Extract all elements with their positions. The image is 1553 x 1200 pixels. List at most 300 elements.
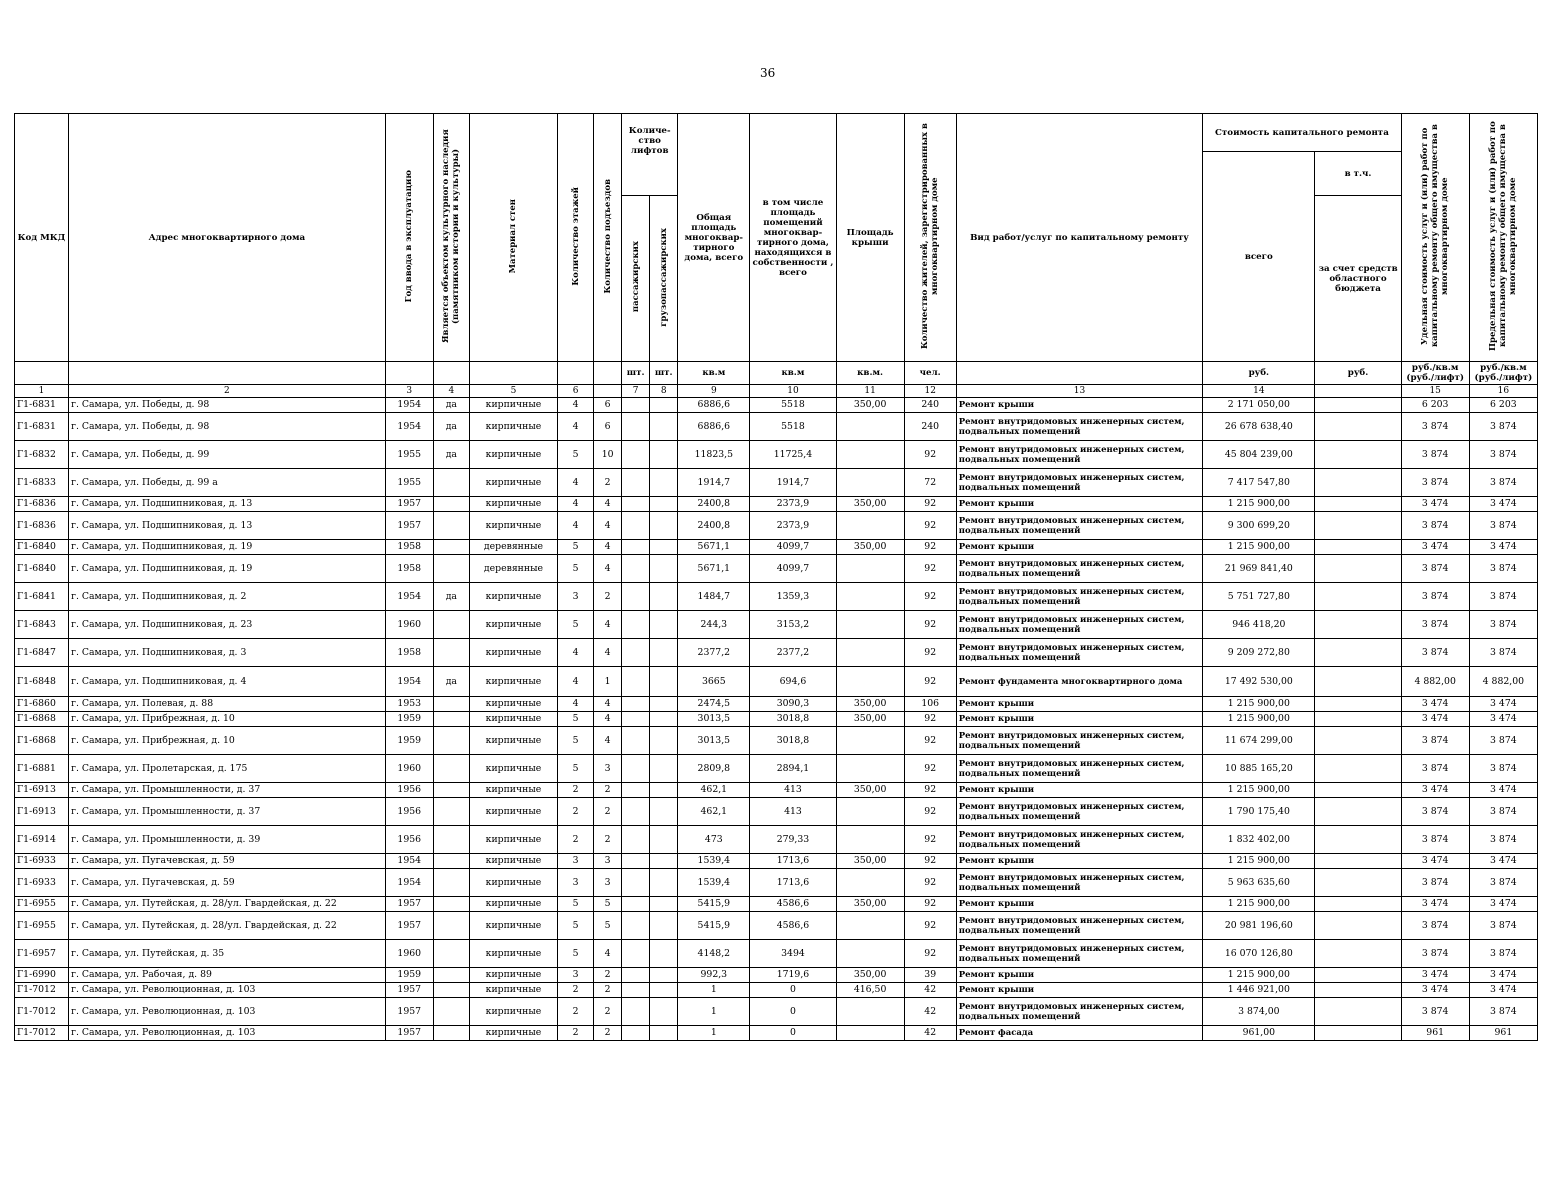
entrances-cell: 2 (594, 798, 622, 826)
floors-cell: 5 (558, 441, 594, 469)
header-total-area: Общая площадь многоквар- тирного дома, всего (678, 114, 750, 362)
total-area-cell: 5415,9 (678, 897, 750, 912)
total-area-cell: 473 (678, 826, 750, 854)
table-row (15, 983, 1538, 998)
year-cell: 1954 (385, 413, 433, 441)
code-cell: Г1-6860 (15, 697, 69, 712)
entrances-cell: 4 (594, 497, 622, 512)
heritage-cell (433, 712, 469, 727)
unit-cost-cell: 3 874 (1401, 441, 1469, 469)
heritage-cell (433, 727, 469, 755)
residents-cell: 92 (904, 497, 956, 512)
max-cost-cell: 3 874 (1469, 611, 1537, 639)
regional-cost-cell (1315, 497, 1401, 512)
cost-cell: 7 417 547,80 (1203, 469, 1315, 497)
address-cell: г. Самара, ул. Путейская, д. 28/ул. Гвардейская, д. 22 (69, 897, 386, 912)
table-row (15, 798, 1538, 826)
residents-cell: 92 (904, 854, 956, 869)
lifts-passenger-cell (622, 783, 650, 798)
lifts-passenger-cell (622, 854, 650, 869)
floors-cell: 5 (558, 611, 594, 639)
lifts-passenger-cell (622, 712, 650, 727)
heritage-cell (433, 940, 469, 968)
max-cost-cell: 3 874 (1469, 998, 1537, 1026)
total-area-cell: 992,3 (678, 968, 750, 983)
owned-area-cell: 1359,3 (750, 583, 836, 611)
cost-cell: 1 790 175,40 (1203, 798, 1315, 826)
code-cell: Г1-6955 (15, 912, 69, 940)
cost-cell: 1 215 900,00 (1203, 968, 1315, 983)
roof-area-cell (836, 826, 904, 854)
total-area-cell: 3665 (678, 667, 750, 697)
lifts-cargo-cell (650, 667, 678, 697)
work-type-cell: Ремонт внутридомовых инженерных систем, подвальных помещений (956, 755, 1202, 783)
cost-cell: 1 215 900,00 (1203, 497, 1315, 512)
unit-sqm: кв.м. (836, 362, 904, 385)
table-row (15, 555, 1538, 583)
work-type-cell: Ремонт внутридомовых инженерных систем, подвальных помещений (956, 727, 1202, 755)
code-cell: Г1-7012 (15, 983, 69, 998)
cost-cell: 1 215 900,00 (1203, 783, 1315, 798)
residents-cell: 42 (904, 998, 956, 1026)
lifts-passenger-cell (622, 413, 650, 441)
heritage-cell (433, 998, 469, 1026)
unit-cost-cell: 3 474 (1401, 897, 1469, 912)
lifts-cargo-cell (650, 897, 678, 912)
max-cost-cell: 4 882,00 (1469, 667, 1537, 697)
residents-cell: 92 (904, 783, 956, 798)
code-cell: Г1-6913 (15, 783, 69, 798)
total-area-cell: 2377,2 (678, 639, 750, 667)
total-area-cell: 11823,5 (678, 441, 750, 469)
regional-cost-cell (1315, 826, 1401, 854)
residents-cell: 92 (904, 869, 956, 897)
table-row (15, 1026, 1538, 1041)
year-cell: 1960 (385, 755, 433, 783)
entrances-cell: 4 (594, 555, 622, 583)
roof-area-cell (836, 639, 904, 667)
unit-sqm: кв.м (750, 362, 836, 385)
code-cell: Г1-6831 (15, 398, 69, 413)
owned-area-cell: 3090,3 (750, 697, 836, 712)
unit-rub: руб. (1315, 362, 1401, 385)
regional-cost-cell (1315, 413, 1401, 441)
cost-cell: 3 874,00 (1203, 998, 1315, 1026)
code-cell: Г1-7012 (15, 998, 69, 1026)
work-type-cell: Ремонт фасада (956, 1026, 1202, 1041)
year-cell: 1958 (385, 555, 433, 583)
roof-area-cell (836, 512, 904, 540)
walls-cell: кирпичные (469, 998, 557, 1026)
floors-cell: 2 (558, 983, 594, 998)
residents-cell: 92 (904, 555, 956, 583)
code-cell: Г1-6881 (15, 755, 69, 783)
year-cell: 1954 (385, 583, 433, 611)
residents-cell: 92 (904, 667, 956, 697)
entrances-cell: 3 (594, 854, 622, 869)
max-cost-cell: 3 474 (1469, 897, 1537, 912)
column-number: 15 (1401, 385, 1469, 398)
total-area-cell: 1 (678, 1026, 750, 1041)
walls-cell: кирпичные (469, 755, 557, 783)
floors-cell: 5 (558, 712, 594, 727)
max-cost-cell: 3 874 (1469, 826, 1537, 854)
unit-cost-cell: 3 874 (1401, 413, 1469, 441)
year-cell: 1957 (385, 497, 433, 512)
roof-area-cell (836, 469, 904, 497)
total-area-cell: 1539,4 (678, 869, 750, 897)
entrances-cell: 5 (594, 912, 622, 940)
total-area-cell: 2474,5 (678, 697, 750, 712)
entrances-cell: 2 (594, 1026, 622, 1041)
cost-cell: 2 171 050,00 (1203, 398, 1315, 413)
walls-cell: кирпичные (469, 940, 557, 968)
unit-cost-cell: 3 474 (1401, 712, 1469, 727)
entrances-cell: 4 (594, 512, 622, 540)
lifts-cargo-cell (650, 998, 678, 1026)
floors-cell: 4 (558, 697, 594, 712)
entrances-cell: 2 (594, 583, 622, 611)
regional-cost-cell (1315, 854, 1401, 869)
floors-cell: 5 (558, 940, 594, 968)
roof-area-cell (836, 1026, 904, 1041)
max-cost-cell: 3 874 (1469, 727, 1537, 755)
column-number: 10 (750, 385, 836, 398)
regional-cost-cell (1315, 783, 1401, 798)
residents-cell: 92 (904, 512, 956, 540)
lifts-cargo-cell (650, 1026, 678, 1041)
owned-area-cell: 4586,6 (750, 912, 836, 940)
table-row (15, 441, 1538, 469)
walls-cell: кирпичные (469, 968, 557, 983)
unit-cost-cell: 3 874 (1401, 469, 1469, 497)
lifts-passenger-cell (622, 497, 650, 512)
roof-area-cell (836, 798, 904, 826)
lifts-passenger-cell (622, 555, 650, 583)
column-number: 4 (433, 385, 469, 398)
header-max-cost: Предельная стоимость услуг и (или) работ по капитальному ремонту общего имущества в многоквартирном доме (1469, 114, 1537, 362)
header-entrances: Количество подъездов (594, 114, 622, 362)
table-header (15, 114, 1538, 398)
entrances-cell: 1 (594, 667, 622, 697)
floors-cell: 3 (558, 869, 594, 897)
total-area-cell: 1914,7 (678, 469, 750, 497)
walls-cell: кирпичные (469, 398, 557, 413)
unit-cost-cell: 961 (1401, 1026, 1469, 1041)
owned-area-cell: 413 (750, 783, 836, 798)
year-cell: 1954 (385, 869, 433, 897)
work-type-cell: Ремонт внутридомовых инженерных систем, подвальных помещений (956, 512, 1202, 540)
owned-area-cell: 2894,1 (750, 755, 836, 783)
regional-cost-cell (1315, 869, 1401, 897)
residents-cell: 72 (904, 469, 956, 497)
year-cell: 1957 (385, 998, 433, 1026)
table-row (15, 697, 1538, 712)
work-type-cell: Ремонт крыши (956, 783, 1202, 798)
regional-cost-cell (1315, 639, 1401, 667)
lifts-passenger-cell (622, 968, 650, 983)
work-type-cell: Ремонт внутридомовых инженерных систем, подвальных помещений (956, 413, 1202, 441)
roof-area-cell (836, 583, 904, 611)
regional-cost-cell (1315, 755, 1401, 783)
max-cost-cell: 3 474 (1469, 712, 1537, 727)
regional-cost-cell (1315, 897, 1401, 912)
lifts-passenger-cell (622, 897, 650, 912)
cost-cell: 21 969 841,40 (1203, 555, 1315, 583)
roof-area-cell: 350,00 (836, 897, 904, 912)
heritage-cell (433, 854, 469, 869)
max-cost-cell: 3 874 (1469, 469, 1537, 497)
address-cell: г. Самара, ул. Полевая, д. 88 (69, 697, 386, 712)
lifts-passenger-cell (622, 697, 650, 712)
column-number: 2 (69, 385, 386, 398)
unit-cost-cell: 3 474 (1401, 697, 1469, 712)
roof-area-cell: 350,00 (836, 697, 904, 712)
lifts-cargo-cell (650, 611, 678, 639)
header-lifts: Количе- ство лифтов (622, 114, 678, 196)
page-number: 36 (760, 66, 776, 80)
lifts-passenger-cell (622, 998, 650, 1026)
column-number: 5 (469, 385, 557, 398)
floors-cell: 2 (558, 798, 594, 826)
total-area-cell: 244,3 (678, 611, 750, 639)
address-cell: г. Самара, ул. Подшипниковая, д. 3 (69, 639, 386, 667)
floors-cell: 3 (558, 583, 594, 611)
unit-pcs: шт. (650, 362, 678, 385)
roof-area-cell: 350,00 (836, 712, 904, 727)
lifts-cargo-cell (650, 497, 678, 512)
max-cost-cell: 3 474 (1469, 854, 1537, 869)
address-cell: г. Самара, ул. Рабочая, д. 89 (69, 968, 386, 983)
lifts-passenger-cell (622, 441, 650, 469)
column-number: 11 (836, 385, 904, 398)
lifts-passenger-cell (622, 583, 650, 611)
regional-cost-cell (1315, 727, 1401, 755)
walls-cell: кирпичные (469, 611, 557, 639)
table-row (15, 469, 1538, 497)
total-area-cell: 5671,1 (678, 540, 750, 555)
total-area-cell: 1539,4 (678, 854, 750, 869)
heritage-cell (433, 983, 469, 998)
walls-cell: кирпичные (469, 469, 557, 497)
lifts-passenger-cell (622, 611, 650, 639)
code-cell: Г1-6833 (15, 469, 69, 497)
roof-area-cell: 350,00 (836, 398, 904, 413)
cost-cell: 1 832 402,00 (1203, 826, 1315, 854)
column-number: 3 (385, 385, 433, 398)
walls-cell: кирпичные (469, 712, 557, 727)
work-type-cell: Ремонт крыши (956, 897, 1202, 912)
heritage-cell (433, 555, 469, 583)
table-row (15, 826, 1538, 854)
residents-cell: 92 (904, 540, 956, 555)
owned-area-cell: 3153,2 (750, 611, 836, 639)
regional-cost-cell (1315, 611, 1401, 639)
owned-area-cell: 694,6 (750, 667, 836, 697)
unit-rate: руб./кв.м (руб./лифт) (1469, 362, 1537, 385)
lifts-cargo-cell (650, 940, 678, 968)
lifts-passenger-cell (622, 940, 650, 968)
walls-cell: кирпичные (469, 512, 557, 540)
lifts-passenger-cell (622, 469, 650, 497)
address-cell: г. Самара, ул. Подшипниковая, д. 19 (69, 555, 386, 583)
roof-area-cell: 350,00 (836, 968, 904, 983)
unit-cost-cell: 3 874 (1401, 611, 1469, 639)
max-cost-cell: 961 (1469, 1026, 1537, 1041)
entrances-cell: 3 (594, 869, 622, 897)
table-row (15, 968, 1538, 983)
header-residents: Количество жителей, зарегистрированных в многоквартирном доме (904, 114, 956, 362)
code-cell: Г1-6831 (15, 413, 69, 441)
walls-cell: кирпичные (469, 912, 557, 940)
owned-area-cell: 1713,6 (750, 854, 836, 869)
heritage-cell (433, 912, 469, 940)
cost-cell: 10 885 165,20 (1203, 755, 1315, 783)
floors-cell: 4 (558, 512, 594, 540)
header-roof-area: Площадь крыши (836, 114, 904, 362)
work-type-cell: Ремонт внутридомовых инженерных систем, подвальных помещений (956, 998, 1202, 1026)
header-lifts-passenger: пассажирских (622, 196, 650, 362)
heritage-cell (433, 540, 469, 555)
table-row (15, 497, 1538, 512)
roof-area-cell (836, 555, 904, 583)
capital-repair-table (14, 113, 1538, 1041)
work-type-cell: Ремонт крыши (956, 398, 1202, 413)
table-row (15, 940, 1538, 968)
address-cell: г. Самара, ул. Пугачевская, д. 59 (69, 869, 386, 897)
roof-area-cell: 350,00 (836, 497, 904, 512)
table-row (15, 998, 1538, 1026)
lifts-cargo-cell (650, 469, 678, 497)
owned-area-cell: 0 (750, 983, 836, 998)
work-type-cell: Ремонт крыши (956, 497, 1202, 512)
max-cost-cell: 3 874 (1469, 940, 1537, 968)
lifts-cargo-cell (650, 712, 678, 727)
table-row (15, 611, 1538, 639)
year-cell: 1953 (385, 697, 433, 712)
roof-area-cell (836, 727, 904, 755)
walls-cell: кирпичные (469, 1026, 557, 1041)
table-row (15, 783, 1538, 798)
lifts-passenger-cell (622, 540, 650, 555)
residents-cell: 106 (904, 697, 956, 712)
roof-area-cell (836, 755, 904, 783)
unit-cost-cell: 3 874 (1401, 869, 1469, 897)
cost-cell: 45 804 239,00 (1203, 441, 1315, 469)
work-type-cell: Ремонт внутридомовых инженерных систем, подвальных помещений (956, 583, 1202, 611)
cost-cell: 1 215 900,00 (1203, 854, 1315, 869)
max-cost-cell: 3 874 (1469, 441, 1537, 469)
roof-area-cell: 416,50 (836, 983, 904, 998)
year-cell: 1956 (385, 783, 433, 798)
unit-cost-cell: 3 874 (1401, 755, 1469, 783)
residents-cell: 92 (904, 826, 956, 854)
address-cell: г. Самара, ул. Революционная, д. 103 (69, 983, 386, 998)
unit-cost-cell: 3 874 (1401, 912, 1469, 940)
table-row (15, 540, 1538, 555)
floors-cell: 5 (558, 727, 594, 755)
code-cell: Г1-6868 (15, 727, 69, 755)
heritage-cell: да (433, 398, 469, 413)
work-type-cell: Ремонт крыши (956, 540, 1202, 555)
lifts-passenger-cell (622, 869, 650, 897)
header-cost-total: всего (1203, 152, 1315, 362)
walls-cell: кирпичные (469, 798, 557, 826)
code-cell: Г1-6840 (15, 540, 69, 555)
year-cell: 1954 (385, 854, 433, 869)
max-cost-cell: 3 874 (1469, 639, 1537, 667)
floors-cell: 5 (558, 897, 594, 912)
table-row (15, 897, 1538, 912)
work-type-cell: Ремонт внутридомовых инженерных систем, подвальных помещений (956, 798, 1202, 826)
owned-area-cell: 4099,7 (750, 540, 836, 555)
lifts-passenger-cell (622, 667, 650, 697)
lifts-cargo-cell (650, 854, 678, 869)
cost-cell: 961,00 (1203, 1026, 1315, 1041)
entrances-cell: 6 (594, 413, 622, 441)
cost-cell: 9 300 699,20 (1203, 512, 1315, 540)
owned-area-cell: 2373,9 (750, 512, 836, 540)
address-cell: г. Самара, ул. Прибрежная, д. 10 (69, 712, 386, 727)
lifts-cargo-cell (650, 413, 678, 441)
address-cell: г. Самара, ул. Подшипниковая, д. 2 (69, 583, 386, 611)
max-cost-cell: 3 474 (1469, 983, 1537, 998)
entrances-cell: 4 (594, 639, 622, 667)
work-type-cell: Ремонт крыши (956, 983, 1202, 998)
address-cell: г. Самара, ул. Промышленности, д. 37 (69, 783, 386, 798)
walls-cell: кирпичные (469, 727, 557, 755)
residents-cell: 92 (904, 798, 956, 826)
year-cell: 1956 (385, 826, 433, 854)
owned-area-cell: 4586,6 (750, 897, 836, 912)
table-row (15, 512, 1538, 540)
floors-cell: 4 (558, 469, 594, 497)
year-cell: 1957 (385, 912, 433, 940)
unit-cost-cell: 3 874 (1401, 555, 1469, 583)
address-cell: г. Самара, ул. Подшипниковая, д. 13 (69, 497, 386, 512)
max-cost-cell: 3 874 (1469, 798, 1537, 826)
cost-cell: 1 215 900,00 (1203, 540, 1315, 555)
address-cell: г. Самара, ул. Подшипниковая, д. 23 (69, 611, 386, 639)
header-work-type: Вид работ/услуг по капитальному ремонту (956, 114, 1202, 362)
owned-area-cell: 4099,7 (750, 555, 836, 583)
floors-cell: 4 (558, 667, 594, 697)
max-cost-cell: 3 474 (1469, 497, 1537, 512)
unit-cost-cell: 3 474 (1401, 783, 1469, 798)
lifts-cargo-cell (650, 583, 678, 611)
year-cell: 1954 (385, 398, 433, 413)
residents-cell: 92 (904, 727, 956, 755)
floors-cell: 5 (558, 912, 594, 940)
column-number: 7 (622, 385, 650, 398)
lifts-cargo-cell (650, 783, 678, 798)
total-area-cell: 2400,8 (678, 497, 750, 512)
regional-cost-cell (1315, 512, 1401, 540)
entrances-cell: 4 (594, 697, 622, 712)
lifts-cargo-cell (650, 968, 678, 983)
year-cell: 1959 (385, 712, 433, 727)
floors-cell: 2 (558, 998, 594, 1026)
regional-cost-cell (1315, 697, 1401, 712)
regional-cost-cell (1315, 1026, 1401, 1041)
unit-cost-cell: 6 203 (1401, 398, 1469, 413)
regional-cost-cell (1315, 940, 1401, 968)
lifts-passenger-cell (622, 727, 650, 755)
unit-cost-cell: 3 874 (1401, 639, 1469, 667)
column-number: 9 (678, 385, 750, 398)
code-cell: Г1-6841 (15, 583, 69, 611)
regional-cost-cell (1315, 798, 1401, 826)
